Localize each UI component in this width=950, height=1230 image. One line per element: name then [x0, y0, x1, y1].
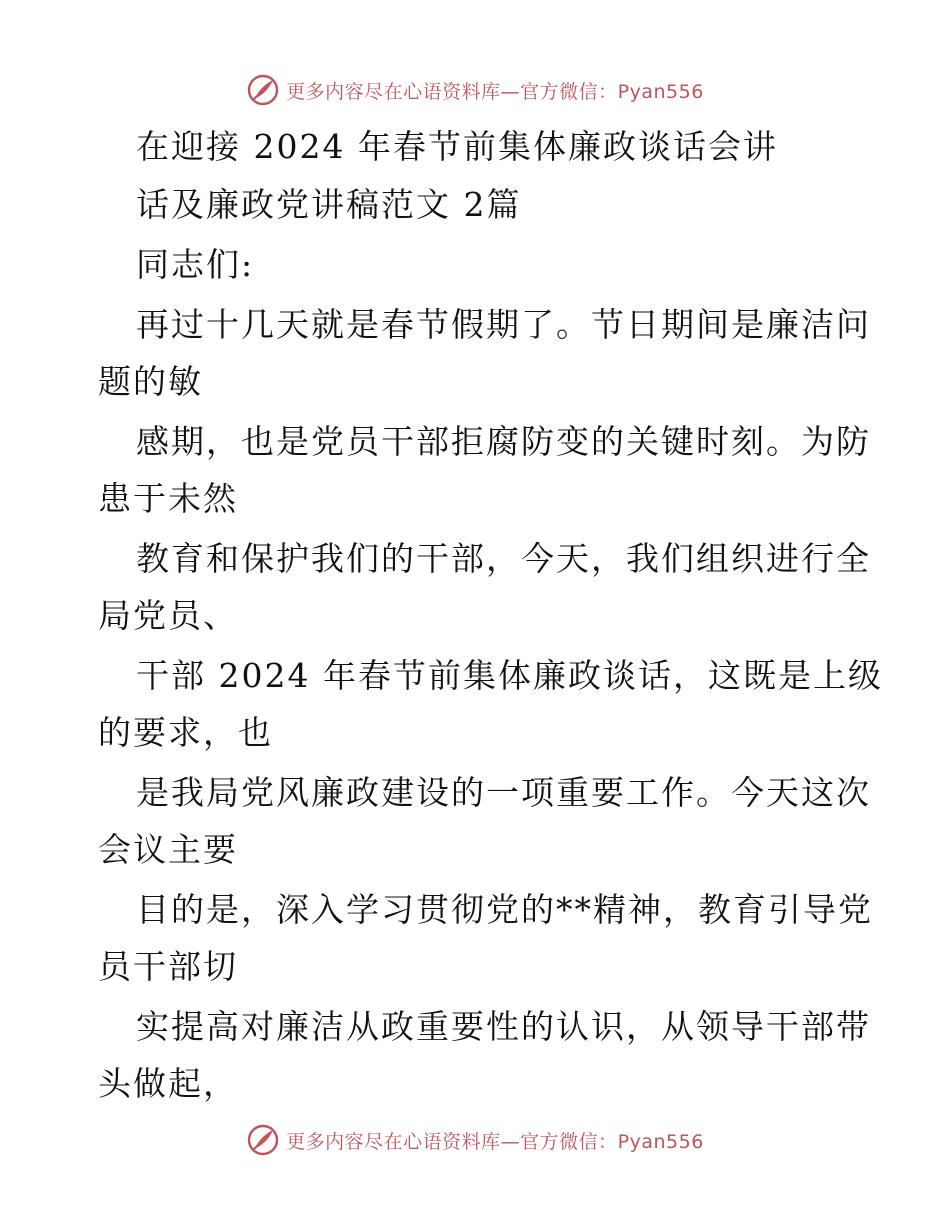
document-title-line-1: 在迎接 2024 年春节前集体廉政谈话会讲: [136, 127, 778, 166]
document-title-line-2: 话及廉政党讲稿范文 2篇: [136, 185, 522, 224]
paragraph-line: 员干部切: [98, 947, 238, 986]
watermark-text: 更多内容尽在心语资料库—官方微信：Pyan556: [286, 1130, 704, 1153]
paragraph-line: 感期，也是党员干部拒腐防变的关键时刻。为防: [136, 422, 871, 461]
paragraph-line: 实提高对廉洁从政重要性的认识，从领导干部带: [136, 1007, 871, 1046]
paragraph-line: 干部 2024 年春节前集体廉政谈话，这既是上级: [136, 656, 883, 695]
paragraph-line: 会议主要: [98, 830, 238, 869]
paragraph-line: 题的敏: [98, 362, 203, 401]
quill-pen-icon: [246, 1123, 280, 1157]
paragraph-line: 再过十几天就是春节假期了。节日期间是廉洁问: [136, 305, 871, 344]
paragraph-line: 局党员、: [98, 596, 238, 635]
paragraph-line: 头做起，: [98, 1064, 238, 1103]
footer-watermark: [0, 1120, 950, 1160]
paragraph-line: 患于未然: [98, 479, 238, 518]
paragraph-line: 的要求，也: [98, 713, 273, 752]
paragraph-line: 是我局党风廉政建设的一项重要工作。今天这次: [136, 773, 871, 812]
paragraph-line: 目的是，深入学习贯彻党的**精神，教育引导党: [136, 890, 873, 929]
greeting: 同志们:: [136, 245, 255, 284]
paragraph-line: 教育和保护我们的干部，今天，我们组织进行全: [136, 539, 871, 578]
watermark-text: 更多内容尽在心语资料库—官方微信：Pyan556: [286, 80, 704, 103]
